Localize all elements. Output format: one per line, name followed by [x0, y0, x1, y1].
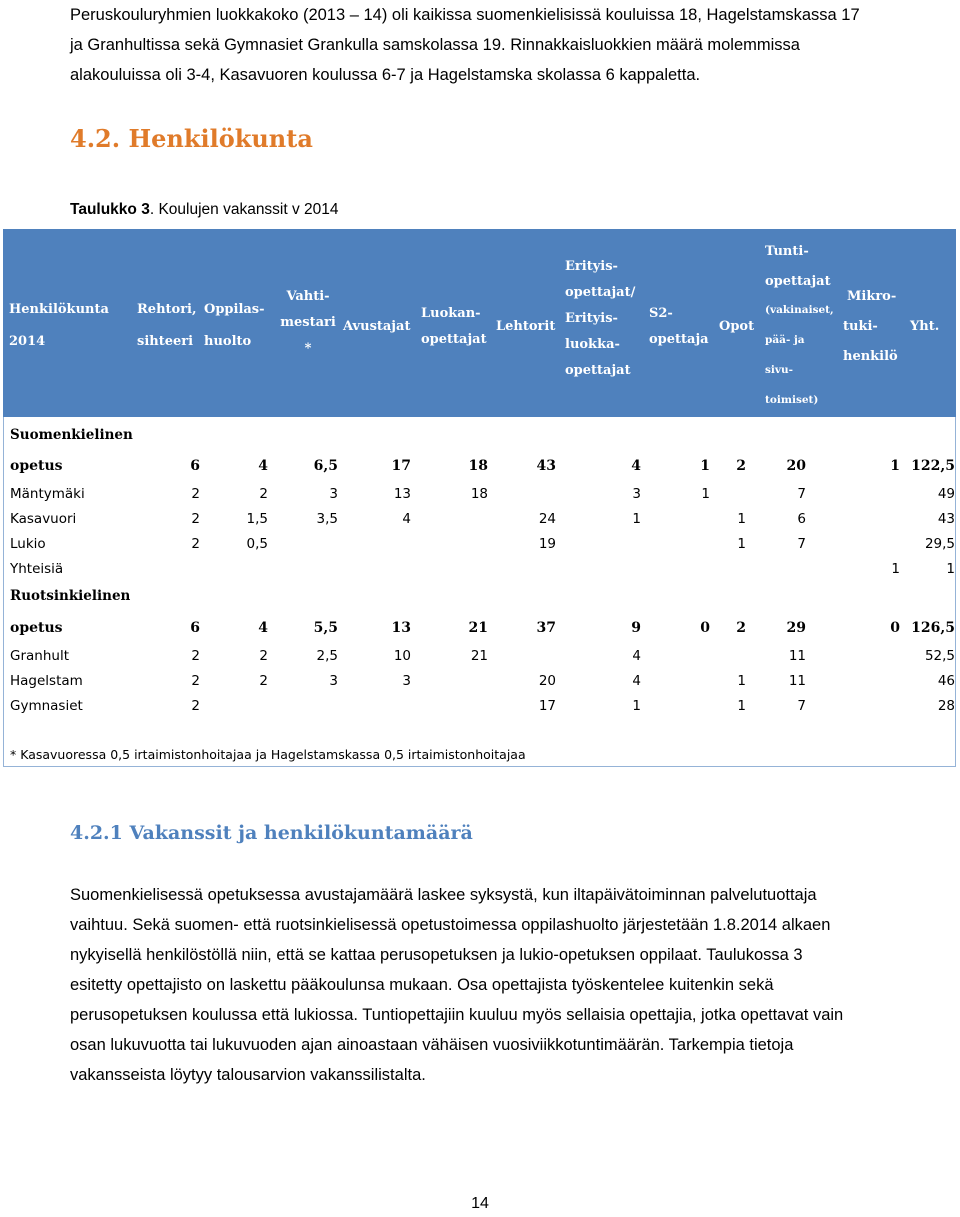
header-yht: Yht. — [910, 319, 940, 334]
table-cell: 6 — [190, 458, 200, 474]
table-cell: 2 — [736, 620, 746, 636]
page-number: 14 — [471, 1195, 489, 1212]
table-row-total — [4, 454, 957, 478]
table-cell: 28 — [937, 698, 955, 714]
header-line: Luokan- — [421, 306, 481, 321]
body-line: vaihtuu. Sekä suomen- että ruotsinkielisessä opetustoimessa oppilashuolto järjestetään 1.8.2014 alkaen — [70, 916, 831, 934]
table-cell: 37 — [536, 620, 556, 636]
table-cell: 4 — [258, 458, 268, 474]
table-cell: 1 — [946, 561, 955, 577]
header-line: Henkilökunta — [9, 302, 109, 317]
header-line: opettaja — [649, 332, 709, 347]
table-cell: 1 — [737, 673, 746, 689]
table-cell: 2 — [259, 486, 268, 502]
table-cell: 2 — [259, 648, 268, 664]
header-luokanopettajat — [421, 301, 487, 353]
table-cell: 2 — [191, 698, 200, 714]
row-label: Mäntymäki — [10, 486, 85, 502]
table-cell: 126,5 — [911, 620, 955, 636]
table-cell: 1 — [632, 698, 641, 714]
header-line: huolto — [204, 334, 252, 349]
table-cell: 9 — [631, 620, 641, 636]
table-cell: 19 — [538, 536, 556, 552]
intro-line: ja Granhultissa sekä Gymnasiet Grankulla samskolassa 19. Rinnakkaisluokkien määrä molemmissa — [70, 36, 800, 54]
header-erityisopettajat — [565, 254, 635, 384]
row-label: Hagelstam — [10, 673, 83, 689]
table-cell: 2 — [736, 458, 746, 474]
header-line: Rehtori, — [137, 302, 197, 317]
table-cell: 1 — [701, 486, 710, 502]
header-line: Erityis- — [565, 259, 618, 274]
table-cell: 6 — [797, 511, 806, 527]
row-label: Yhteisiä — [10, 561, 64, 577]
header-line: pää- ja — [765, 334, 805, 346]
header-line: (vakinaiset, — [765, 304, 834, 316]
table-cell: 13 — [391, 620, 411, 636]
section-title-suomi: Suomenkielinen — [10, 427, 133, 443]
header-mikrotukihenkilo — [843, 284, 898, 370]
table-cell: 43 — [536, 458, 556, 474]
header-line: tuki- — [843, 319, 878, 334]
header-line: * — [304, 341, 312, 356]
row-label: Lukio — [10, 536, 46, 552]
header-line: luokka- — [565, 337, 620, 352]
table-row — [4, 557, 957, 581]
table-cell: 3,5 — [316, 511, 338, 527]
table-cell: 3 — [632, 486, 641, 502]
table-cell: 1 — [737, 698, 746, 714]
header-avustajat: Avustajat — [343, 319, 411, 334]
table-cell: 24 — [538, 511, 556, 527]
table-cell: 6,5 — [313, 458, 338, 474]
table-cell: 7 — [797, 486, 806, 502]
table-cell: 2 — [191, 648, 200, 664]
table-cell: 1 — [890, 458, 900, 474]
table-footnote: * Kasavuoressa 0,5 irtaimistonhoitajaa ja Hagelstamskassa 0,5 irtaimistonhoitajaa — [10, 747, 526, 762]
table-cell: 20 — [538, 673, 556, 689]
table-cell: 2 — [191, 536, 200, 552]
table-cell: 10 — [393, 648, 411, 664]
table-cell: 5,5 — [313, 620, 338, 636]
table-cell: 43 — [937, 511, 955, 527]
table-row — [4, 644, 957, 668]
table-cell: 2 — [191, 511, 200, 527]
table-cell: 2 — [259, 673, 268, 689]
table-cell: 6 — [190, 620, 200, 636]
header-henkilokunta — [9, 297, 109, 355]
header-line: sivu- — [765, 364, 793, 376]
table-cell: 4 — [258, 620, 268, 636]
table-cell: 3 — [329, 486, 338, 502]
table-cell: 17 — [538, 698, 556, 714]
table-row-total — [4, 616, 957, 640]
section-title-ruotsi: Ruotsinkielinen — [10, 588, 131, 604]
table-cell: 49 — [937, 486, 955, 502]
table-caption — [70, 201, 339, 219]
table-cell: 20 — [786, 458, 806, 474]
header-line: sihteeri — [137, 334, 194, 349]
table-cell: 18 — [470, 486, 488, 502]
header-line: Erityis- — [565, 311, 618, 326]
table-cell: 2 — [191, 673, 200, 689]
table-row — [4, 669, 957, 693]
table-cell: 4 — [632, 648, 641, 664]
table-cell: 1,5 — [246, 511, 268, 527]
header-line: mestari — [280, 315, 336, 330]
table-header — [3, 229, 956, 417]
table-cell: 11 — [788, 648, 806, 664]
table-cell: 1 — [737, 536, 746, 552]
table-cell: 2 — [191, 486, 200, 502]
header-line: opettajat/ — [565, 285, 636, 300]
table-cell: 7 — [797, 536, 806, 552]
header-line: Vahti- — [286, 289, 330, 304]
table-body — [3, 417, 956, 767]
header-tuntiopettajat — [765, 239, 834, 415]
table-cell: 29,5 — [924, 536, 955, 552]
row-label: opetus — [10, 620, 63, 636]
body-line: esitetty opettajisto on laskettu pääkoulunsa mukaan. Osa opettajista työskentelee kuitenkin sekä — [70, 976, 774, 994]
table-cell: 21 — [468, 620, 488, 636]
subsection-heading: 4.2.1 Vakanssit ja henkilökuntamäärä — [70, 822, 473, 844]
header-oppilashuolto — [204, 297, 265, 355]
row-label: Kasavuori — [10, 511, 77, 527]
intro-line: alakouluissa oli 3-4, Kasavuoren koulussa 6-7 ja Hagelstamska skolassa 6 kappaletta. — [70, 66, 701, 84]
table-cell: 3 — [329, 673, 338, 689]
table-cell: 21 — [470, 648, 488, 664]
table-cell: 0 — [890, 620, 900, 636]
table-cell: 18 — [468, 458, 488, 474]
body-line: osan lukuvuotta tai lukuvuoden ajan ainoastaan vähäisen vuosiviikkotuntimäärän. Tarkempia tietoja — [70, 1036, 794, 1054]
header-line: henkilö — [843, 349, 898, 364]
header-line: S2- — [649, 306, 673, 321]
table-cell: 1 — [700, 458, 710, 474]
header-line: Tunti- — [765, 244, 809, 259]
body-line: Suomenkielisessä opetuksessa avustajamäärä laskee syksystä, kun iltapäivätoiminnan palvelutuottaja — [70, 886, 817, 904]
caption-text: . Koulujen vakanssit v 2014 — [149, 201, 339, 218]
row-label: Gymnasiet — [10, 698, 83, 714]
header-line: opettajat — [765, 274, 831, 289]
row-label: opetus — [10, 458, 63, 474]
table-cell: 4 — [402, 511, 411, 527]
header-lehtorit: Lehtorit — [496, 319, 556, 334]
table-cell: 122,5 — [911, 458, 955, 474]
table-row — [4, 482, 957, 506]
table-cell: 7 — [797, 698, 806, 714]
header-opot: Opot — [719, 319, 755, 334]
header-line: opettajat — [421, 332, 487, 347]
table-cell: 1 — [737, 511, 746, 527]
intro-line: Peruskouluryhmien luokkakoko (2013 – 14) oli kaikissa suomenkielisissä kouluissa 18, Hagelstamskassa 17 — [70, 6, 860, 24]
table-cell: 11 — [788, 673, 806, 689]
intro-paragraph — [70, 0, 892, 90]
body-paragraph — [70, 880, 892, 1090]
body-line: vakansseista löytyy talousarvion vakanssilistalta. — [70, 1066, 426, 1084]
section-heading: 4.2. Henkilökunta — [70, 124, 313, 153]
table-cell: 52,5 — [924, 648, 955, 664]
table-cell: 13 — [393, 486, 411, 502]
table-cell: 29 — [786, 620, 806, 636]
caption-label: Taulukko 3 — [70, 201, 150, 218]
table-cell: 46 — [937, 673, 955, 689]
table-cell: 2,5 — [316, 648, 338, 664]
table-cell: 4 — [631, 458, 641, 474]
header-line: toimiset) — [765, 394, 819, 406]
table-cell: 0,5 — [246, 536, 268, 552]
header-rehtori — [137, 297, 197, 355]
body-line: nykyisellä henkilöstöllä niin, että se kattaa perusopetuksen ja lukio-opetuksen oppilaat. Taulukossa 3 — [70, 946, 803, 964]
header-vahtimestari — [273, 284, 343, 362]
header-line: Oppilas- — [204, 302, 265, 317]
table-cell: 1 — [632, 511, 641, 527]
header-line: opettajat — [565, 363, 631, 378]
header-s2opettaja — [649, 301, 709, 353]
table-cell: 1 — [891, 561, 900, 577]
table-cell: 0 — [700, 620, 710, 636]
table-cell: 17 — [391, 458, 411, 474]
row-label: Granhult — [10, 648, 69, 664]
header-line: 2014 — [9, 334, 46, 349]
table-row — [4, 507, 957, 531]
header-line: Mikro- — [847, 289, 897, 304]
body-line: perusopetuksen koulussa että lukiossa. Tuntiopettajiin kuuluu myös sellaisia opettajia, jotka opettavat vain — [70, 1006, 844, 1024]
table-cell: 3 — [402, 673, 411, 689]
table-row — [4, 532, 957, 556]
table-row — [4, 694, 957, 718]
table-cell: 4 — [632, 673, 641, 689]
